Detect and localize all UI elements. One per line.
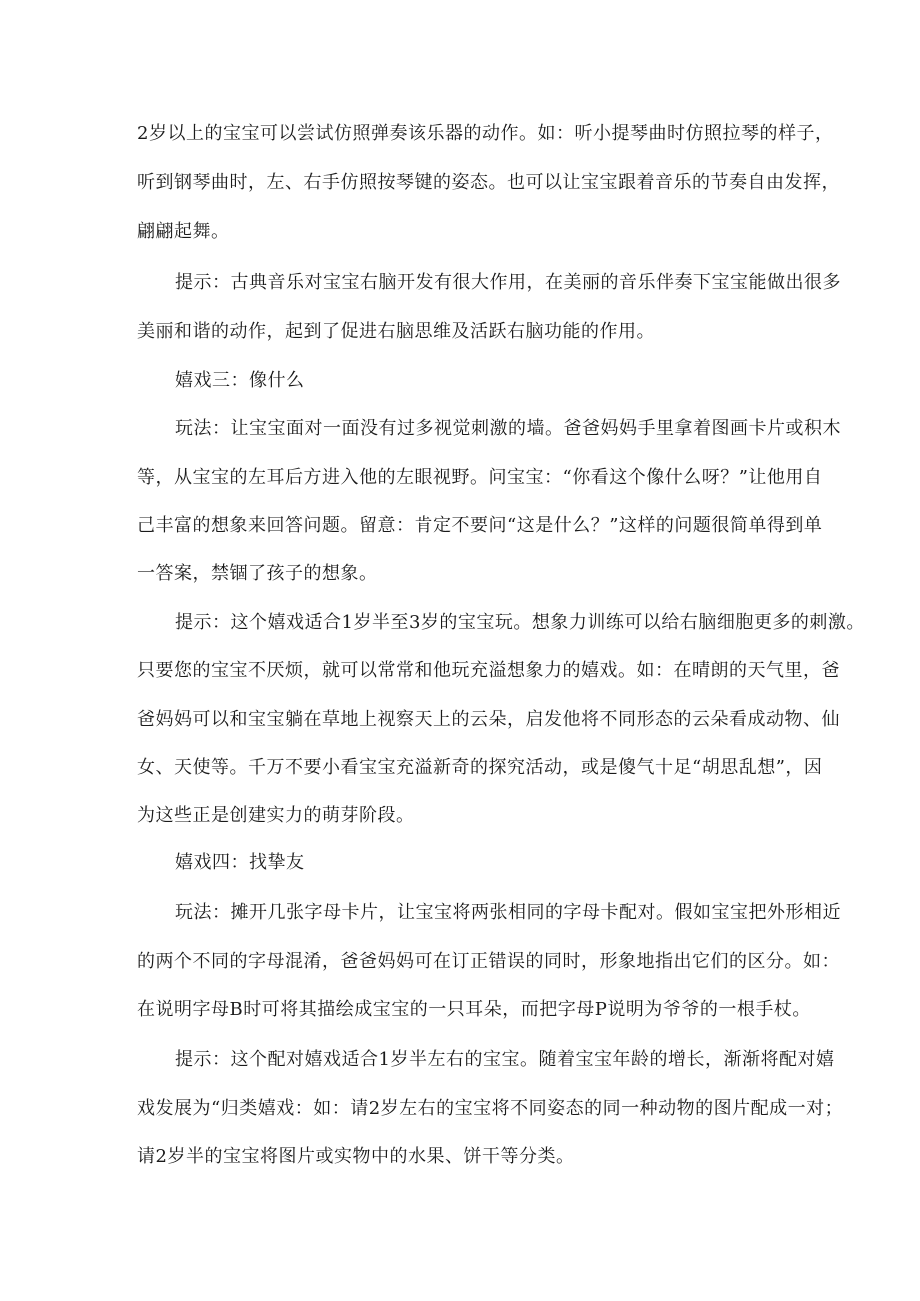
paragraph-4-line-1: 提示：这个嬉戏适合1岁半至3岁的宝宝玩。想象力训练可以给右脑细胞更多的刺激。 xyxy=(175,612,865,633)
paragraph-2-line-2: 美丽和谐的动作，起到了促进右脑思维及活跃右脑功能的作用。 xyxy=(137,321,655,342)
paragraph-3-line-3: 己丰富的想象来回答问题。留意：肯定不要问“这是什么？”这样的问题很简单得到单 xyxy=(137,515,823,536)
section-heading-3: 嬉戏三：像什么 xyxy=(175,370,305,391)
paragraph-6-line-1: 提示：这个配对嬉戏适合1岁半左右的宝宝。随着宝宝年龄的增长，渐渐将配对嬉 xyxy=(175,1049,835,1070)
paragraph-5-line-1: 玩法：摊开几张字母卡片，让宝宝将两张相同的字母卡配对。假如宝宝把外形相近 xyxy=(175,902,841,923)
paragraph-6-line-3: 请2岁半的宝宝将图片或实物中的水果、饼干等分类。 xyxy=(137,1146,575,1167)
paragraph-3-line-2: 等，从宝宝的左耳后方进入他的左眼视野。问宝宝：“你看这个像什么呀？”让他用自 xyxy=(137,467,823,488)
paragraph-3-line-1: 玩法：让宝宝面对一面没有过多视觉刺激的墙。爸爸妈妈手里拿着图画卡片或积木 xyxy=(175,418,841,439)
paragraph-4-line-4: 女、天使等。千万不要小看宝宝充溢新奇的探究活动，或是傻气十足“胡思乱想”，因 xyxy=(137,757,823,778)
paragraph-4-line-3: 爸妈妈可以和宝宝躺在草地上视察天上的云朵，启发他将不同形态的云朵看成动物、仙 xyxy=(137,709,840,730)
paragraph-6-line-2: 戏发展为“归类嬉戏：如：请2岁左右的宝宝将不同姿态的同一种动物的图片配成一对； xyxy=(137,1098,844,1119)
section-heading-4: 嬉戏四：找挚友 xyxy=(175,852,305,873)
paragraph-1-line-2: 听到钢琴曲时，左、右手仿照按琴键的姿态。也可以让宝宝跟着音乐的节奏自由发挥， xyxy=(137,172,840,193)
paragraph-1-line-1: 2岁以上的宝宝可以尝试仿照弹奏该乐器的动作。如：听小提琴曲时仿照拉琴的样子， xyxy=(137,123,834,144)
paragraph-1-line-3: 翩翩起舞。 xyxy=(137,221,230,242)
paragraph-2-line-1: 提示：古典音乐对宝宝右脑开发有很大作用，在美丽的音乐伴奏下宝宝能做出很多 xyxy=(175,272,841,293)
paragraph-5-line-2: 的两个不同的字母混淆，爸爸妈妈可在订正错误的同时，形象地指出它们的区分。如： xyxy=(137,951,840,972)
paragraph-4-line-5: 为这些正是创建实力的萌芽阶段。 xyxy=(137,805,415,826)
paragraph-5-line-3: 在说明字母B时可将其描绘成宝宝的一只耳朵，而把字母P说明为爷爷的一根手杖。 xyxy=(137,999,811,1020)
paragraph-4-line-2: 只要您的宝宝不厌烦，就可以常常和他玩充溢想象力的嬉戏。如：在晴朗的天气里，爸 xyxy=(137,660,840,681)
paragraph-3-line-4: 一答案，禁锢了孩子的想象。 xyxy=(137,563,378,584)
